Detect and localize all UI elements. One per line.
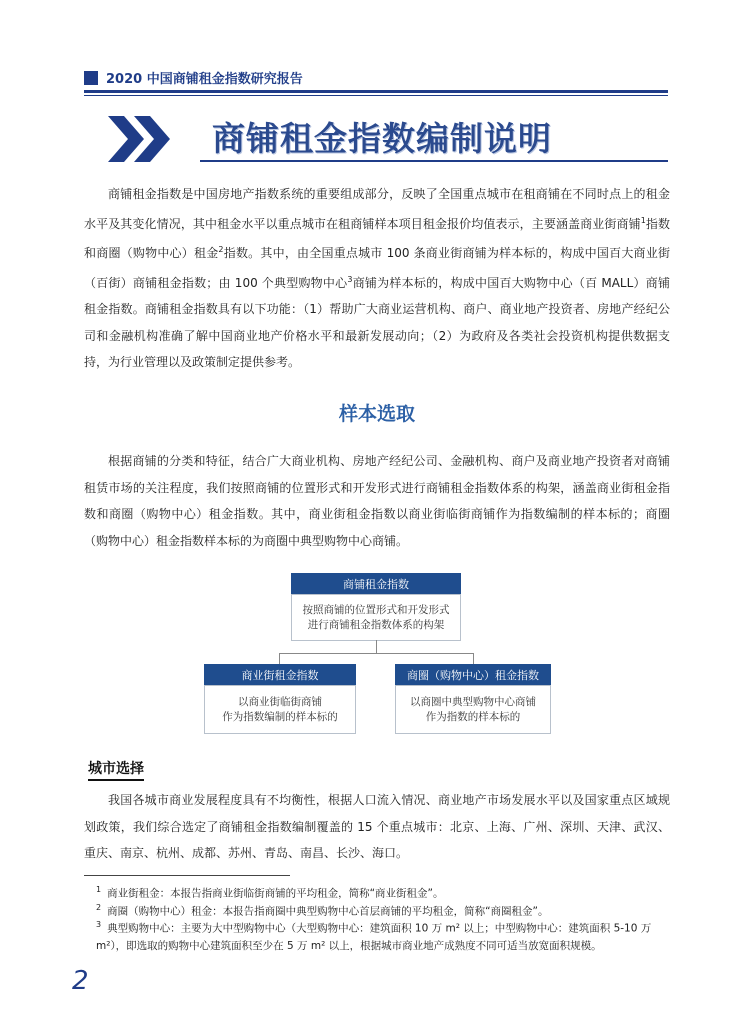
double-chevron-icon [108,116,174,162]
diagram-right-desc [395,685,551,734]
header-rule [84,90,668,93]
diagram-root-desc [291,594,461,641]
footnote-text: 典型购物中心：主要为大中型购物中心（大型购物中心：建筑面积 10 万 m² 以上；中型购物中心：建筑面积 5-10 万 m²），即选取的购物中心建筑面积至少在 5 万 m² 以上，根据城市商业地产成熟度不同可适当放宽面积规模。 [96,922,652,952]
diagram-connector [279,653,280,664]
diagram-left-line2: 作为指数编制的样本标的 [222,710,338,723]
footnote-ref-2: 2 [218,245,224,254]
diagram-left-line1: 以商业街临街商铺 [238,695,322,708]
intro-paragraph [84,181,670,376]
diagram-connector [376,640,377,653]
footnote-3 [96,916,676,955]
page-title: 商铺租金指数编制说明 [212,119,552,158]
report-title: 2020 中国商铺租金指数研究报告 [106,72,303,87]
section-heading-city: 城市选择 [88,758,144,781]
diagram-left-title: 商业街租金指数 [204,664,356,685]
diagram-root-title: 商铺租金指数 [291,573,461,594]
sample-paragraph [84,448,670,554]
city-paragraph [84,787,670,867]
diagram-right-line1: 以商圈中典型购物中心商铺 [410,695,536,708]
diagram-connector [473,653,474,664]
footnote-number: 3 [96,920,102,929]
intro-text-2: 指数和商圈（购物中心）租金 [84,216,670,260]
footnote-number: 1 [96,885,102,894]
footnote-ref-1: 1 [640,215,646,225]
intro-text-1: 商铺租金指数是中国房地产指数系统的重要组成部分，反映了全国重点城市在租商铺在不同时点上的租金水平及其变化情况，其中租金水平以重点城市在租商铺样本项目租金报价均值表示，主要涵盖商业街商铺 [84,187,670,231]
intro-text-4: 商铺为样本标的，构成中国百大购物中心（百 MALL）商铺租金指数。商铺租金指数具有以下功能：（1）帮助广大商业运营机构、商户、商业地产投资者、房地产经纪公司和金融机构准确了解中国商业地产价格水平和最新发展动向；（2）为政府及各类社会投资机构提供数据支持，为行业管理以及政策制定提供参考。 [84,275,670,369]
diagram-connector [279,653,473,654]
report-header [84,68,303,87]
footnote-text: 商业街租金：本报告指商业街临街商铺的平均租金，简称“商业街租金”。 [107,887,444,900]
header-square-icon [84,71,98,85]
footnote-ref-3: 3 [347,274,353,284]
footnote-number: 2 [96,903,102,912]
diagram-left-desc [204,685,356,734]
diagram-right-line2: 作为指数的样本标的 [425,710,521,723]
city-text: 我国各城市商业发展程度具有不均衡性，根据人口流入情况、商业地产市场发展水平以及国家重点区域规划政策，我们综合选定了商铺租金指数编制覆盖的 15 个重点城市：北京、上海、广州、深圳、天津、武汉、重庆、南京、杭州、成都、苏州、青岛、南昌、长沙、海口。 [84,793,670,860]
sample-text: 根据商铺的分类和特征，结合广大商业机构、房地产经纪公司、金融机构、商户及商业地产投资者对商铺租赁市场的关注程度，我们按照商铺的位置形式和开发形式进行商铺租金指数体系的构架，涵盖商业街租金指数和商圈（购物中心）租金指数。其中，商业街租金指数以商业街临街商铺作为指数编制的样本标的；商圈（购物中心）租金指数样本标的为商圈中典型购物中心商铺。 [84,454,670,548]
footnote-rule [84,875,290,876]
title-rule [200,160,668,162]
page-number: 2 [72,966,89,996]
diagram-right-title: 商圈（购物中心）租金指数 [395,664,551,685]
intro-text-3: 指数。其中，由全国重点城市 100 条商业街商铺为样本标的，构成中国百大商业街（百街）商铺租金指数；由 100 个典型购物中心 [84,246,670,290]
section-heading-sample: 样本选取 [338,403,415,425]
header-rule-thin [84,95,668,96]
diagram-root-line1: 按照商铺的位置形式和开发形式 [302,603,450,616]
diagram-root-line2: 进行商铺租金指数体系的构架 [307,618,445,631]
footnote-text: 商圈（购物中心）租金：本报告指商圈中典型购物中心首层商铺的平均租金，简称“商圈租金”。 [107,905,549,918]
